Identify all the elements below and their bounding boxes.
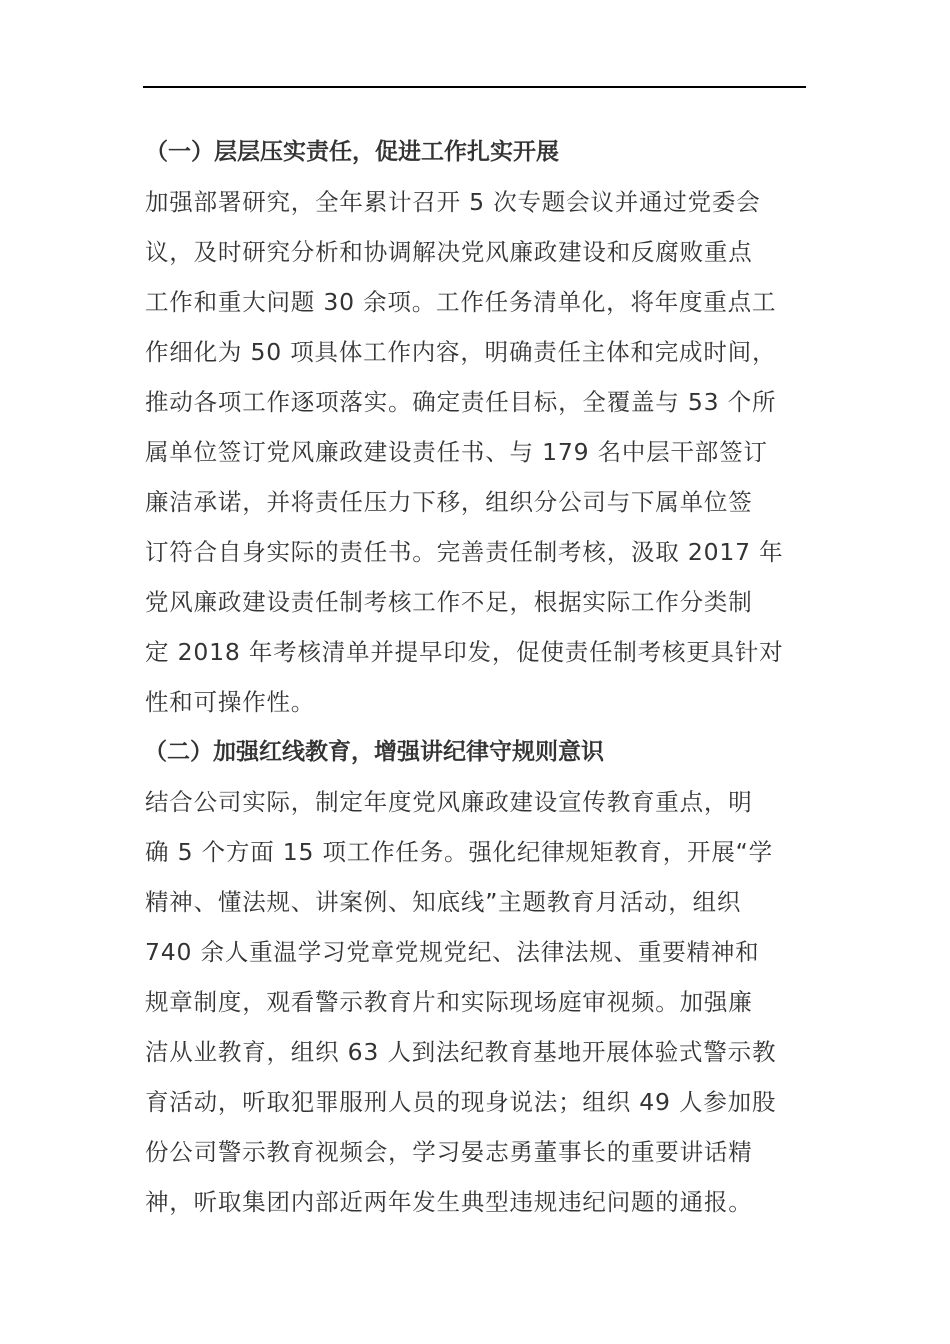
paragraph-line: 740 余人重温学习党章党规党纪、法律法规、重要精神和 [145,938,760,966]
paragraph-line: 神，听取集团内部近两年发生典型违规违纪问题的通报。 [145,1188,753,1216]
paragraph-line: 廉洁承诺，并将责任压力下移，组织分公司与下属单位签 [145,488,753,516]
paragraph-line: 党风廉政建设责任制考核工作不足，根据实际工作分类制 [145,588,753,616]
paragraph-line: 属单位签订党风廉政建设责任书、与 179 名中层干部签订 [145,438,768,466]
paragraph-line: 加强部署研究，全年累计召开 5 次专题会议并通过党委会 [145,188,761,216]
paragraph-line: 份公司警示教育视频会，学习晏志勇董事长的重要讲话精 [145,1138,753,1166]
paragraph-line: 定 2018 年考核清单并提早印发，促使责任制考核更具针对 [145,638,784,666]
paragraph-line: 精神、懂法规、讲案例、知底线”主题教育月活动，组织 [145,888,742,916]
paragraph-line: 订符合自身实际的责任书。完善责任制考核，汲取 2017 年 [145,538,784,566]
paragraph-line: 确 5 个方面 15 项工作任务。强化纪律规矩教育，开展“学 [145,838,773,866]
paragraph-line: 工作和重大问题 30 余项。工作任务清单化，将年度重点工 [145,288,777,316]
document-body [145,127,807,1227]
paragraph-line: 规章制度，观看警示教育片和实际现场庭审视频。加强廉 [145,988,753,1016]
paragraph-line: 推动各项工作逐项落实。确定责任目标，全覆盖与 53 个所 [145,388,777,416]
section-heading-2: （二）加强红线教育，增强讲纪律守规则意识 [144,739,604,765]
paragraph-line: 性和可操作性。 [145,688,316,716]
section-paragraph-1 [145,177,807,727]
section-heading-1: （一）层层压实责任，促进工作扎实开展 [145,139,559,165]
header-rule [143,86,806,88]
section-paragraph-2 [145,777,807,1227]
paragraph-line: 议，及时研究分析和协调解决党风廉政建设和反腐败重点 [145,238,753,266]
paragraph-line: 作细化为 50 项具体工作内容，明确责任主体和完成时间， [145,338,777,366]
paragraph-line: 结合公司实际，制定年度党风廉政建设宣传教育重点，明 [145,788,753,816]
paragraph-line: 洁从业教育，组织 63 人到法纪教育基地开展体验式警示教 [145,1038,777,1066]
paragraph-line: 育活动，听取犯罪服刑人员的现身说法；组织 49 人参加股 [145,1088,777,1116]
